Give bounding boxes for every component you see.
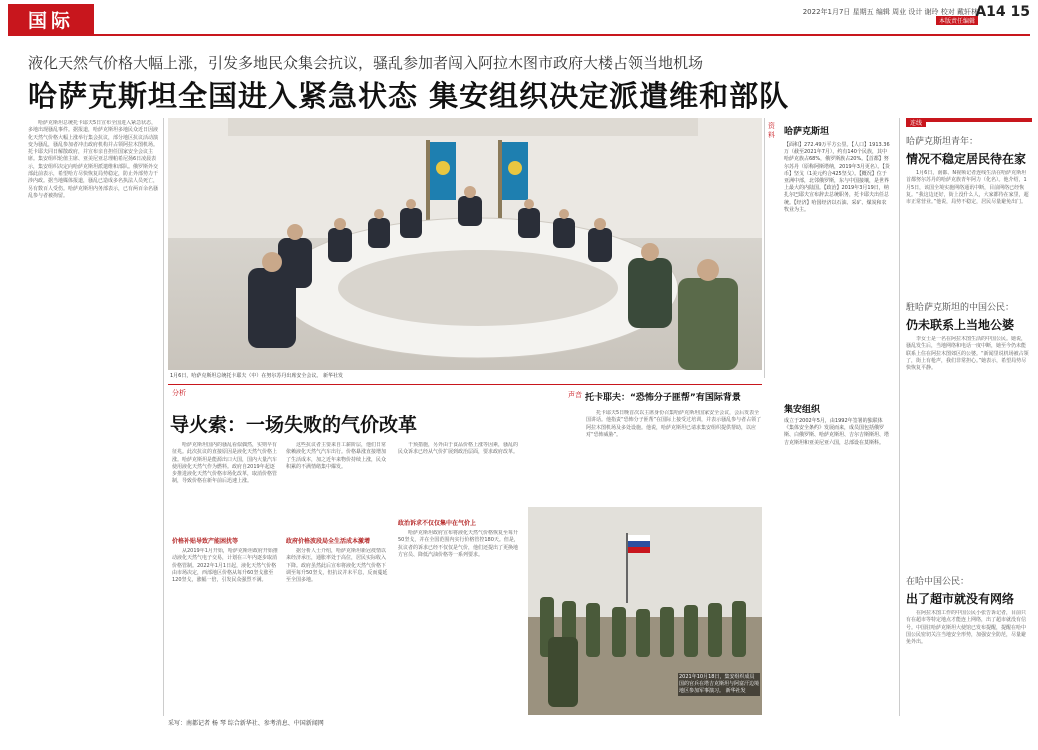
analysis-col1-text: 哈萨克斯坦国内的骚乱看似偶然，实则早有征兆。此次抗议的直接原因是液化天然气价格上涨。哈萨克斯坦是能源出口大国，国内大量汽车使用液化天然气作为燃料。政府自2019年起逐步推进液化天然气价格市场化改革，取消价格管制，导致价格在新年前后迅速上涨。 [172, 442, 278, 485]
column-divider [163, 118, 164, 716]
analysis-col2-text-2: 据分析人士介绍，哈萨克斯坦新冠疫情以来经济承压，通胀率处于高位，居民实际收入下降。政府虽然此后宣布将液化天然气价格下调至每升50坚戈，但抗议并未平息，反而蔓延至全国多地。 [286, 548, 388, 584]
right-kicker-1: 哈萨克斯坦青年： [906, 137, 979, 147]
headline: 哈萨克斯坦全国进入紧急状态 集安组织决定派遣维和部队 [28, 79, 790, 113]
csto-title: 集安组织 [784, 405, 821, 415]
right-kicker-3: 在哈中国公民： [906, 577, 970, 587]
header-badge: 本版责任编辑 [936, 16, 978, 25]
right-text-3: 在阿拉木图工作的中国公民小张告诉记者，目前只有在超市等特定地点才能连上网络，出了超市就没有信号。中国驻哈萨克斯坦大使馆已发布提醒，提醒在哈中国公民密切关注当地安全形势，加强安全防范，尽量避免外出。 [906, 610, 1027, 646]
csto-text: 成立于2002年5月，由1992年签署的独联体《集体安全条约》发展而来，成员国包括俄罗斯、白俄罗斯、哈萨克斯坦、吉尔吉斯斯坦、塔吉克斯坦和亚美尼亚六国，总部设在莫斯科。 [784, 418, 890, 446]
infobox-text: 【面积】272.49万平方公里。【人口】1913.36万（截至2021年7月），约有140个民族，其中哈萨克族占68%，俄罗斯族占20%。【首都】努尔苏丹（原称阿斯塔纳，2019年3月更名）。【货币】坚戈（1美元约合425坚戈）。【概况】位于亚洲中部，北邻俄罗斯，东与中国接壤，是世界上最大的内陆国。【政治】2019年3月19日，纳扎尔巴耶夫宣布辞去总统职务，托卡耶夫出任总统。【经济】哈国经济以石油、采矿、煤炭和农牧业为主。 [784, 142, 890, 213]
right-title-1: 情况不稳定居民待在家 [906, 152, 1027, 166]
right-title-2: 仍未联系上当地公婆 [906, 318, 1015, 332]
infobox-title: 哈萨克斯坦 [784, 127, 830, 137]
analysis-col2-text: 这些抗议者主要来自工薪阶层，他们日常依赖液化天然气汽车出行。价格暴涨直接增加了生活成本，加之近年来物价持续上涨，民众积累的不满情绪集中爆发。 [286, 442, 387, 470]
analysis-title: 导火索：一场失败的气价改革 [170, 414, 418, 436]
main-photo [168, 118, 762, 370]
header-meta: 2022年1月7日 星期五 编辑 周业 设计 谢玲 校对 戴轩林 [802, 8, 978, 16]
section-label: 分析 [172, 389, 186, 397]
right-text-2: 李女士是一名在阿拉木图生活的中国公民。她说，骚乱发生后，当地网络和电话一度中断，她至今仍未能联系上住在阿拉木图郊区的公婆。“新闻里说机场被占领了，街上有枪声，我们非常担心。”她表示，希望局势尽快恢复平静。 [906, 336, 1029, 372]
left-column-text: 哈萨克斯坦总统托卡耶夫5日宣布全国进入紧急状态，多地出现骚乱事件。据报道，哈萨克斯坦多地民众近日因液化天然气价格大幅上涨举行集会抗议，部分地区抗议活动演变为骚乱，骚乱参加者冲击政府机构并占领阿拉木图机场。托卡耶夫同日解散政府，并宣布亲自担任国家安全会议主席。集安组织轮值主席、亚美尼亚总理帕希尼扬6日凌晨表示，集安组织决定向哈萨克斯坦派遣维和部队。俄罗斯外交部此前表示，希望哈方尽快恢复局势稳定，防止外部势力干涉内政。据当地媒体报道，骚乱已造成多名执法人员死亡，另有数百人受伤。哈萨克斯坦内务部表示，已有两百余名骚乱参与者被拘留。 [28, 120, 159, 199]
right-title-3: 出了超市就没有网络 [906, 592, 1015, 606]
analysis-col3-text: 干预措施，另外由于食品价格上涨等因素，骚乱的民众诉求已经从气价扩展到政治层面，要求政府改革。 [398, 442, 519, 456]
right-text-1: 1月6日，南都、N视频记者连线生活在哈萨克斯坦首都努尔苏丹的哈萨克族青年阿力（化名）。他介绍，1月5日，该国全境实施网络通讯中断，目前网络已经恢复。“我这边还好，街上没什么人，大家都待在家里，超市正常营业。”他说，局势不稳定，居民尽量避免出门。 [906, 170, 1029, 206]
photo-caption: 1月6日，哈萨克斯坦总统托卡耶夫（中）在努尔苏丹出席安全会议。 新华社发 [170, 373, 343, 379]
analysis-subhead-3: 政治诉求不仅仅集中在气价上 [398, 520, 477, 527]
header-rule [8, 34, 1030, 36]
analysis-col1-text-2: 从2019年1月开始，哈萨克斯坦政府开始推动液化天然气电子交易，计划在三年内逐步取消价格管制。2022年1月1日起，液化天然气价格由市场决定，西部地区价格从每升60坚戈涨至120坚戈，涨幅一倍，引发民众强烈不满。 [172, 548, 278, 584]
sound-label: 声音 [568, 391, 582, 399]
right-divider [899, 118, 900, 716]
quote-text: 托卡耶夫5日晚首次以主席身份召集哈萨克斯坦国家安全会议，会后发表全国讲话。他指责“恐怖分子匪帮”在国际上接受过培训，并表示骚乱参与者占领了阿拉木图机场及多处设施。他说，哈萨克斯坦已请求集安组织提供帮助，以应对“恐怖威胁”。 [586, 410, 762, 438]
footer-credits: 采写：南都记者 杨 琴 综合新华社、参考消息、中国新闻网 [168, 720, 324, 727]
analysis-rule [168, 384, 762, 385]
right-col-tag: 连线 [906, 118, 926, 127]
analysis-col3-text-2: 哈萨克斯坦政府宣布将液化天然气价格恢复至每升50坚戈，并在全国范围内实行价格管控180天。但是，抗议者的诉求已经不仅仅是气价，他们还提出了更换地方官员、降低汽油价格等一系列要求。 [398, 530, 519, 558]
quote-title: 托卡耶夫：“恐怖分子匪帮”有国际背景 [585, 393, 741, 403]
troops-photo [528, 507, 762, 715]
meeting-photo-illustration [168, 118, 762, 370]
analysis-subhead-2: 政府价格波段局全生活成本激增 [286, 538, 371, 545]
troops-photo-caption: 2021年10月18日，集安组织成员国的官兵在塔吉克斯坦与阿富汗边境地区参加军事演习。 新华社发 [679, 674, 760, 694]
infobox-label: 资料 [768, 122, 775, 139]
analysis-subhead-1: 价格补贴导致产能困扰等 [172, 538, 239, 545]
right-kicker-2: 駐哈萨克斯坦的中国公民： [906, 303, 1015, 313]
infobox-divider [764, 118, 765, 378]
section-tag: 国际 [8, 4, 94, 34]
page-number: A14 15 [975, 4, 1030, 20]
subtitle: 液化天然气价格大幅上涨，引发多地民众集会抗议，骚乱参加者闯入阿拉木图市政府大楼占领当地机场 [28, 54, 704, 72]
